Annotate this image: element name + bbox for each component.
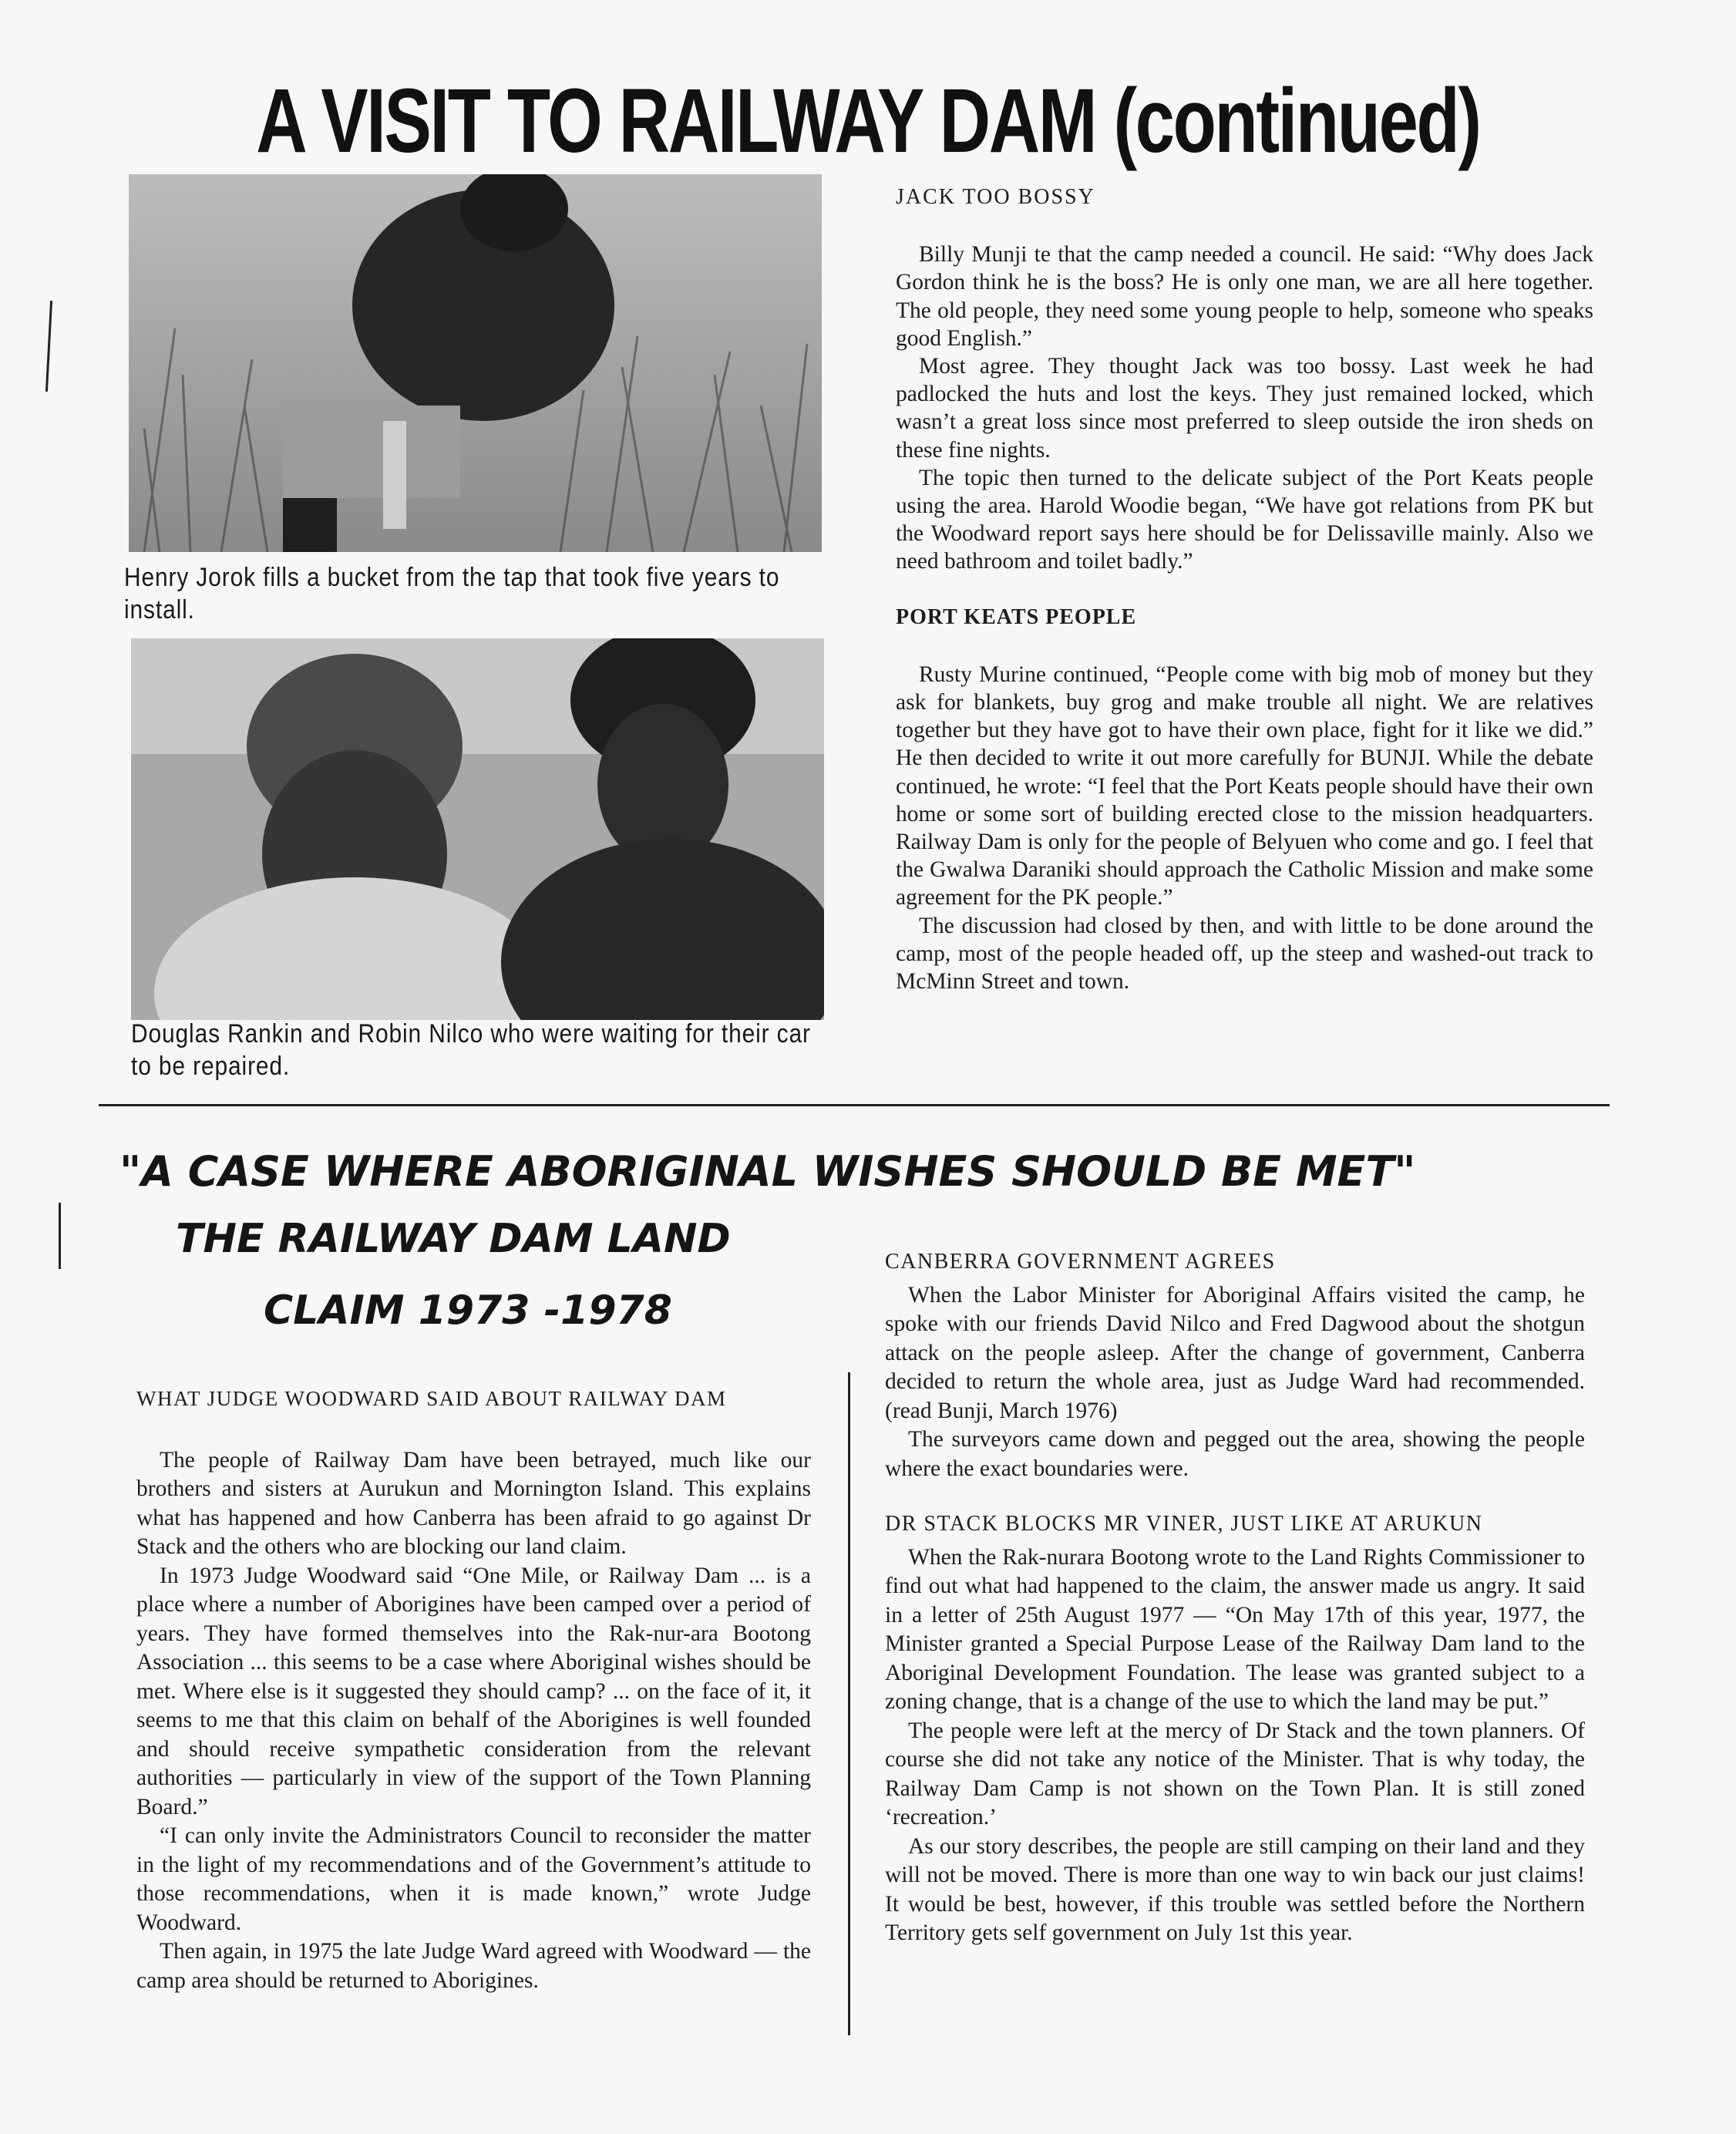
paragraph: The people were left at the mercy of Dr Stack and the town planners. Of course she did not take any notice of the Minister. That is why today, the Railway Dam Camp is not shown on the Town Plan. It is still zoned ‘recreation.’ — [885, 1718, 1585, 1829]
paragraph: Then again, in 1975 the late Judge Ward agreed with Woodward — the camp area should be returned to Aborigines. — [136, 1939, 811, 1993]
section-divider — [99, 1104, 1610, 1106]
column-divider — [848, 1372, 850, 2035]
article-canberra — [885, 1247, 1585, 1948]
paragraph: As our story describes, the people are still camping on their land and they will not be moved. There is more than one way to win back our just claims! It would be best, however, if this trouble was settled before the Northern Territory gets self government on July 1st this year. — [885, 1833, 1585, 1945]
subheading: DR STACK BLOCKS MR VINER, JUST LIKE AT ARUKUN — [885, 1512, 1483, 1536]
paragraph: “I can only invite the Administrators Council to reconsider the matter in the light of my recommendations and of the Government’s attitude to those recommendations, when it is made known,” wrote Judge Woodward. — [136, 1823, 811, 1935]
photo-caption: Henry Jorok fills a bucket from the tap that took five years to install. — [124, 563, 780, 624]
quote-title: "A CASE WHERE ABORIGINAL WISHES SHOULD BE MET" — [119, 1147, 1416, 1196]
paragraph: Most agree. They thought Jack was too bossy. Last week he had padlocked the huts and lost the keys. They just remained locked, which wasn’t a great loss since most preferred to sleep outside the iron sheds on these fine nights. — [896, 354, 1593, 463]
claim-title-line1: THE RAILWAY DAM LAND — [176, 1216, 731, 1262]
article-woodward — [136, 1385, 811, 1995]
margin-mark — [59, 1203, 61, 1269]
page-headline: A VISIT TO RAILWAY DAM (continued) — [256, 70, 1480, 172]
paragraph: The people of Railway Dam have been betrayed, much like our brothers and sisters at Aurukun and Mornington Island. This explains what has happened and how Canberra has been afraid to go against Dr Stack and the others who are blocking our land claim. — [136, 1447, 811, 1559]
paragraph: Rusty Murine continued, “People come with big mob of money but they ask for blankets, buy grog and make trouble all night. We are relatives together but they have got to have their own place, fight for it like we did.” He then decided to write it out more carefully for BUNJI. While the debate continued, he wrote: “I feel that the Port Keats people should have their own home or some sort of building erected close to the mission headquarters. Railway Dam is only for the people of Belyuen who come and go. I feel that the Gwalwa Daraniki should approach the Catholic Mission and make some agreement for the PK people.” — [896, 661, 1593, 910]
paragraph: In 1973 Judge Woodward said “One Mile, or Railway Dam ... is a place where a number of Aborigines have been camped over a period of years. They have formed themselves into the Rak-nur-ara Bootong Association ... this seems to be a case where Aboriginal wishes should be met. Where else is it suggested they should camp? ... on the face of it, it seems to me that this claim on behalf of the Aborigines is well founded and should receive sympathetic consideration from the relevant authorities — particularly in view of the support of the Town Planning Board.” — [136, 1563, 811, 1819]
paragraph: Billy Munji te that the camp needed a council. He said: “Why does Jack Gordon think he is the boss? He is only one man, we are all here together. The old people, they need some young people to help, someone who speaks good English.” — [896, 242, 1593, 351]
subheading: WHAT JUDGE WOODWARD SAID ABOUT RAILWAY DAM — [136, 1387, 727, 1410]
paragraph: The discussion had closed by then, and with little to be done around the camp, most of the people headed off, up the steep and washed-out track to McMinn Street and town. — [896, 913, 1593, 995]
paragraph: When the Rak-nurara Bootong wrote to the Land Rights Commissioner to find out what had happened to the claim, the answer made us angry. It said in a letter of 25th August 1977 — “On May 17th of this year, 1977, the Minister granted a Special Purpose Lease of the Railway Dam land to the Aboriginal Development Foundation. The lease was granted subject to a zoning change, that is a change of the use to which the land may be put.” — [885, 1544, 1585, 1714]
paragraph: The topic then turned to the delicate subject of the Port Keats people using the area. Harold Woodie began, “We have got relations from PK but the Woodward report says here should be for Delissaville mainly. Also we need bathroom and toilet badly.” — [896, 465, 1593, 574]
paragraph: When the Labor Minister for Aboriginal Affairs visited the camp, he spoke with our friends David Nilco and Fred Dagwood about the shotgun attack on the people asleep. After the change of government, Canberra decided to return the whole area, just as Judge Ward had recommended. (read Bunji, March 1976) — [885, 1282, 1585, 1423]
margin-mark — [45, 301, 52, 392]
photo-henry-jorok — [129, 174, 822, 552]
paragraph: The surveyors came down and pegged out the area, showing the people where the exact boundaries were. — [885, 1427, 1585, 1481]
subheading: JACK TOO BOSSY — [896, 185, 1095, 209]
photo-douglas-robin — [131, 638, 824, 1020]
claim-title-line2: CLAIM 1973 -1978 — [264, 1287, 672, 1334]
article-continued — [896, 183, 1593, 995]
subheading: PORT KEATS PEOPLE — [896, 604, 1137, 629]
subheading: CANBERRA GOVERNMENT AGREES — [885, 1250, 1276, 1274]
photo-caption: Douglas Rankin and Robin Nilco who were waiting for their car to be repaired. — [131, 1019, 811, 1081]
